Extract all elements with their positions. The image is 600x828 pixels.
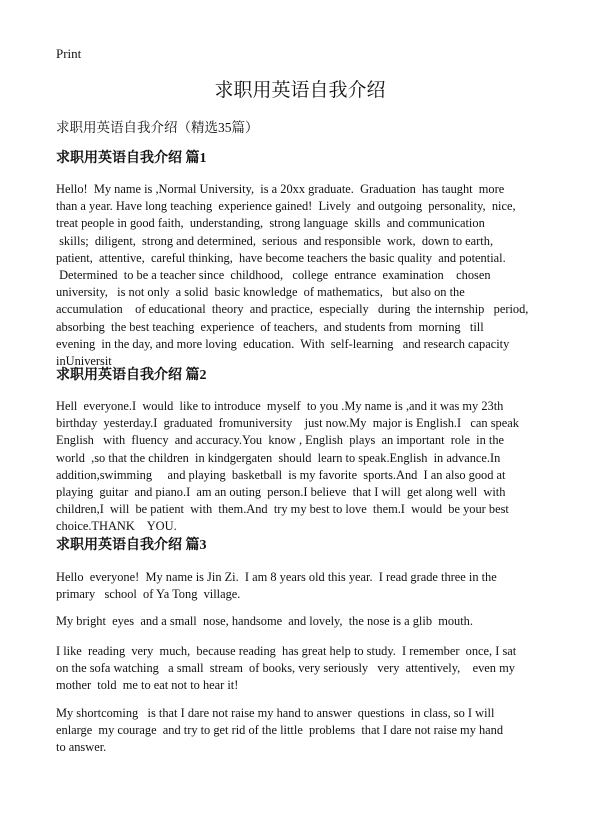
text-line: birthday yesterday.I graduated fromuniversity just now.My major is English.I can speak xyxy=(56,416,519,431)
print-label[interactable]: Print xyxy=(56,46,82,61)
text-line: skills; diligent, strong and determined, serious and responsible work, down to earth, xyxy=(56,233,494,248)
document-title: 求职用英语自我介绍 xyxy=(214,80,386,101)
text-line: inUniversit xyxy=(56,354,112,369)
text-line: choice.THANK YOU. xyxy=(56,519,177,534)
text-line: Hello! My name is ,Normal University, is a 20xx graduate. Graduation has taught more xyxy=(56,182,505,196)
text-line: Determined to be a teacher since childhood, college entrance examination chosen xyxy=(56,268,491,283)
section-1-paragraph-1 xyxy=(56,181,546,370)
text-line: to answer. xyxy=(56,740,107,755)
text-line: than a year. Have long teaching experience gained! Lively and outgoing personality, nice, xyxy=(56,199,516,214)
text-line: accumulation of educational theory and practice, especially during the internship period, xyxy=(56,302,529,317)
text-line: mother told me to eat not to hear it! xyxy=(56,678,239,693)
section-heading-1: 求职用英语自我介绍 篇1 xyxy=(56,151,207,166)
text-line: primary school of Ya Tong village. xyxy=(56,587,241,602)
text-line: My bright eyes and a small nose, handsome and lovely, the nose is a glib mouth. xyxy=(56,614,473,628)
text-line: children,I will be patient with them.And try my best to love them.I would be your best xyxy=(56,502,509,517)
text-line: My shortcoming is that I dare not raise my hand to answer questions in class, so I will xyxy=(56,706,495,720)
text-line: I like reading very much, because reading has great help to study. I remember once, I sat xyxy=(56,644,517,658)
text-line: world ,so that the children in kindgergaten should learn to speak.English in advance.In xyxy=(56,450,501,465)
section-2-paragraph-1 xyxy=(56,398,546,536)
text-line: enlarge my courage and try to get rid of the little problems that I dare not raise my hand xyxy=(56,723,504,738)
text-line: absorbing the best teaching experience of teachers, and students from morning till xyxy=(56,319,484,334)
section-3-paragraph-2 xyxy=(56,613,546,630)
document-subtitle: 求职用英语自我介绍（精选35篇） xyxy=(56,120,259,135)
text-line: patient, attentive, careful thinking, have become teachers the basic quality and potential. xyxy=(56,250,506,265)
text-line: Hell everyone.I would like to introduce myself to you .My name is ,and it was my 23th xyxy=(56,399,504,413)
section-3-paragraph-4 xyxy=(56,705,546,757)
section-heading-3: 求职用英语自我介绍 篇3 xyxy=(56,538,207,553)
text-line: English with fluency and accuracy.You know , English plays an important role in the xyxy=(56,433,505,448)
text-line: treat people in good faith, understanding, strong language skills and communication xyxy=(56,216,485,231)
text-line: evening in the day, and more loving education. With self-learning and research capacity xyxy=(56,336,510,351)
text-line: university, is not only a solid basic knowledge of mathematics, but also on the xyxy=(56,285,465,300)
section-3-paragraph-1 xyxy=(56,569,546,603)
text-line: addition,swimming and playing basketball is my favorite sports.And I an also good at xyxy=(56,467,506,482)
section-3-paragraph-3 xyxy=(56,643,546,695)
section-heading-2: 求职用英语自我介绍 篇2 xyxy=(56,368,207,383)
text-line: playing guitar and piano.I am an outing person.I believe that I will get along well with xyxy=(56,485,506,500)
text-line: on the sofa watching a small stream of books, very seriously very attentively, even my xyxy=(56,661,515,676)
text-line: Hello everyone! My name is Jin Zi. I am 8 years old this year. I read grade three in the xyxy=(56,570,497,584)
